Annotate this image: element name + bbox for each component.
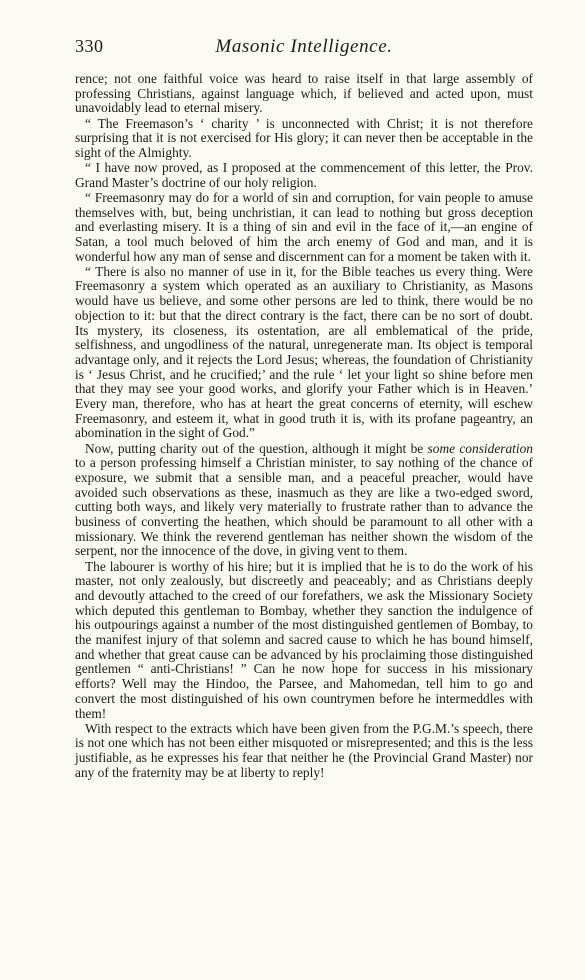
paragraph: With respect to the extracts which have been given from the P.G.M.’s speech, there is not one which has not been either misquoted or misrepresented; and this is the less justifiable, as he expresses his fear that neither he (the Provincial Grand Master) nor any of the fraternity may be at liberty to reply! [75,720,533,780]
paragraph: rence; not one faithful voice was heard to raise itself in that large assembly of professing Christians, against language which, if believed and acted upon, must unavoidably lead to eternal misery. [75,71,533,116]
paragraph-text: Now, putting charity out of the question, although it might be [85,440,428,456]
page-number: 330 [75,36,104,56]
body-text [75,72,533,781]
page-header [75,36,533,60]
paragraph [75,442,533,560]
paragraph: “ There is also no manner of use in it, for the Bible teaches us every thing. Were Freemasonry a system which operated as an auxiliary to Christianity, as Masons would have us believe, and some other persons are led to think, there would be no objection to it: but that the direct contrary is the fact, there can be no sort of doubt. Its mystery, its closeness, its ostentation, are all emblematical of the pride, selfishness, and ungodliness of the natural, unregenerate man. Its object is temporal advantage only, and it rejects the Lord Jesus; whereas, the foundation of Christianity is ‘ Jesus Christ, and he crucified;’ and the rule ‘ let your light so shine before men that they may see your good works, and glorify your Father which is in Heaven.’ Every man, therefore, who has at heart the great concerns of eternity, will eschew Freemasonry, and esteem it, what in good truth it is, with its profane pageantry, an abomination in the sight of God.” [75,263,533,441]
paragraph-text: to a person professing himself a Christian minister, to say nothing of the chance of exposure, we submit that a sensible man, and a peaceful preacher, would have avoided such observations as these, inasmuch as they are like a two-edged sword, cutting both ways, and likely very materially to frustrate rather than to advance the business of converting the heathen, which should be paramount to all other with a missionary. We think the reverend gentleman has neither shown the wisdom of the serpent, nor the innocence of the dove, in giving vent to them. [75,455,533,559]
running-title: Masonic Intelligence. [215,36,393,57]
paragraph: “ The Freemason’s ‘ charity ’ is unconnected with Christ; it is not therefore surprising that it is not exercised for His glory; it can never then be acceptable in the sight of the Almighty. [75,115,533,160]
paragraph: The labourer is worthy of his hire; but it is implied that he is to do the work of his master, not only zealously, but discreetly and peaceably; and as Christians deeply and devoutly attached to the creed of our forefathers, we ask the Missionary Society which deputed this gentleman to Bombay, whether they sanction the indulgence of his outpourings against a number of the most distinguished gentlemen of Bombay, to the manifest injury of that solemn and sacred cause to which he has bound himself, and whether that great cause can be advanced by his proclaiming those distinguished gentlemen “ anti-Christians! ” Can he now hope for success in his missionary efforts? Well may the Hindoo, the Parsee, and Mahomedan, tell him to go and convert the most distinguished of his own countrymen before he intermeddles with them! [75,558,533,721]
emphasized-text: some consideration [427,440,533,456]
paragraph: “ Freemasonry may do for a world of sin and corruption, for vain people to amuse themselves with, but, being unchristian, it can lead to nothing but gross deception and everlasting misery. It is a thing of sin and evil in the face of it,—an engine of Satan, a tool much beloved of him the arch enemy of God and man, and it is wonderful how any man of sense and discernment can for a moment be taken with it. [75,189,533,264]
paragraph: “ I have now proved, as I proposed at the commencement of this letter, the Prov. Grand Master’s doctrine of our holy religion. [75,160,533,190]
